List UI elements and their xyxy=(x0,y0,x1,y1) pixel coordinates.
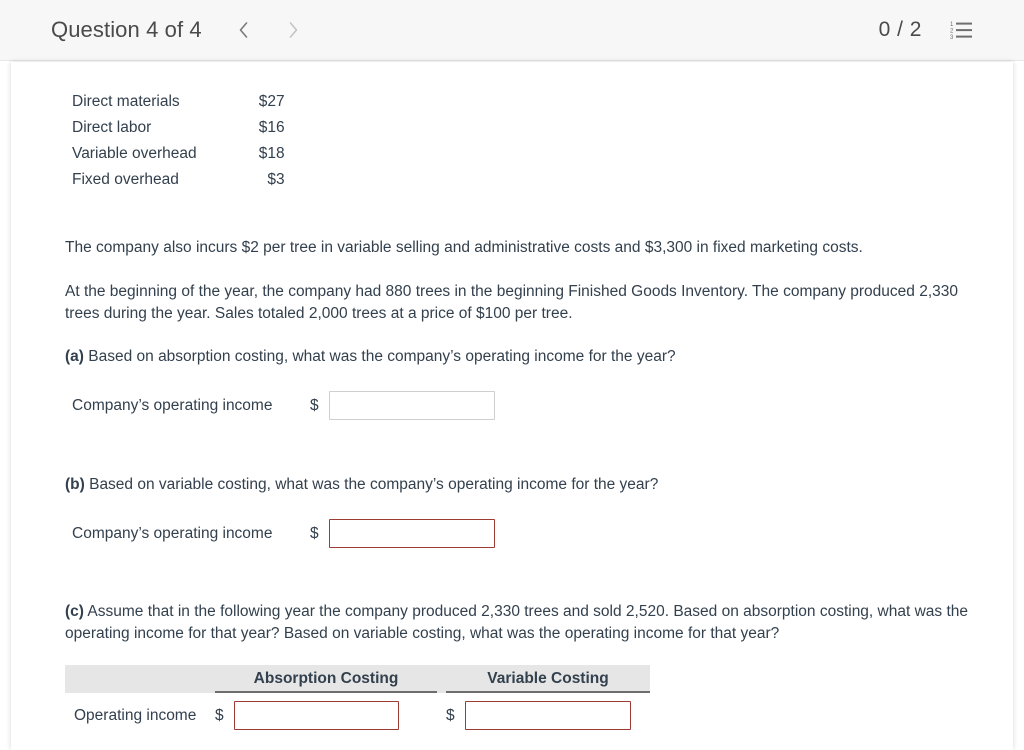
question-b-body: Based on variable costing, what was the company’s operating income for the year? xyxy=(84,476,659,493)
column-header-variable-costing: Variable Costing xyxy=(446,670,650,693)
currency-symbol: $ xyxy=(310,524,319,542)
cost-value: $3 xyxy=(267,171,285,188)
numbered-list-icon[interactable] xyxy=(950,20,974,40)
question-c-body: Assume that in the following year the company produced 2,330 trees and sold 2,520. Based on absorption costing, what was the operating income for that year? Based on variable costing, what was the operating income for that year? xyxy=(65,603,969,642)
cell-variable-costing xyxy=(446,701,631,730)
answer-a-input[interactable] xyxy=(329,391,495,420)
cell-absorption-costing xyxy=(215,701,446,730)
question-a-marker: (a) xyxy=(65,348,84,365)
question-c-marker: (c) xyxy=(65,603,84,620)
chevron-left-icon xyxy=(237,20,250,40)
answer-b-input[interactable] xyxy=(329,519,495,548)
svg-text:3: 3 xyxy=(950,35,954,40)
table-row xyxy=(72,115,285,141)
question-c-text xyxy=(65,601,970,645)
top-toolbar xyxy=(0,0,1024,61)
paragraph-inventory: At the beginning of the year, the company had 880 trees in the beginning Finished Goods Inventory. The company produced 2,330 trees during the year. Sales totaled 2,000 trees at a price of $100 per tree. xyxy=(65,283,958,322)
currency-symbol: $ xyxy=(215,706,224,724)
column-header-absorption-costing: Absorption Costing xyxy=(215,670,437,693)
currency-symbol: $ xyxy=(310,396,319,414)
answer-row-a xyxy=(72,391,495,420)
question-b-text xyxy=(65,474,965,496)
row-label-operating-income: Operating income xyxy=(74,706,197,724)
svg-text:1: 1 xyxy=(950,22,954,28)
cost-label: Fixed overhead xyxy=(72,171,179,188)
previous-question-button[interactable] xyxy=(230,16,258,44)
question-b-marker: (b) xyxy=(65,476,85,493)
answer-a-label: Company’s operating income xyxy=(72,396,273,414)
cost-label: Variable overhead xyxy=(72,145,197,162)
chevron-right-icon xyxy=(287,20,300,40)
unit-cost-list xyxy=(72,89,285,193)
paragraph-additional-costs: The company also incurs $2 per tree in variable selling and administrative costs and $3,300 in fixed marketing costs. xyxy=(65,239,863,256)
cost-label: Direct labor xyxy=(72,119,152,136)
costing-comparison-table xyxy=(65,665,650,730)
table-row xyxy=(65,701,650,730)
table-row xyxy=(72,167,285,193)
cost-value: $27 xyxy=(258,93,285,110)
cost-label: Direct materials xyxy=(72,93,180,110)
absorption-costing-input[interactable] xyxy=(234,701,399,730)
toolbar-right-group xyxy=(879,18,974,42)
question-a-body: Based on absorption costing, what was the company’s operating income for the year? xyxy=(83,348,676,365)
cost-value: $16 xyxy=(258,119,285,136)
answer-b-label: Company’s operating income xyxy=(72,524,273,542)
answer-row-b xyxy=(72,519,495,548)
variable-costing-input[interactable] xyxy=(465,701,631,730)
page-title: Question 4 of 4 xyxy=(51,17,202,42)
currency-symbol: $ xyxy=(446,706,455,724)
svg-text:2: 2 xyxy=(950,28,954,35)
next-question-button[interactable] xyxy=(280,16,308,44)
question-content-card xyxy=(11,62,1013,750)
cost-value: $18 xyxy=(258,145,285,162)
question-a-text xyxy=(65,346,965,368)
table-row xyxy=(72,89,285,115)
table-header-row xyxy=(65,665,650,693)
table-row xyxy=(72,141,285,167)
score-display: 0 / 2 xyxy=(878,18,922,41)
question-navigation xyxy=(230,16,308,44)
